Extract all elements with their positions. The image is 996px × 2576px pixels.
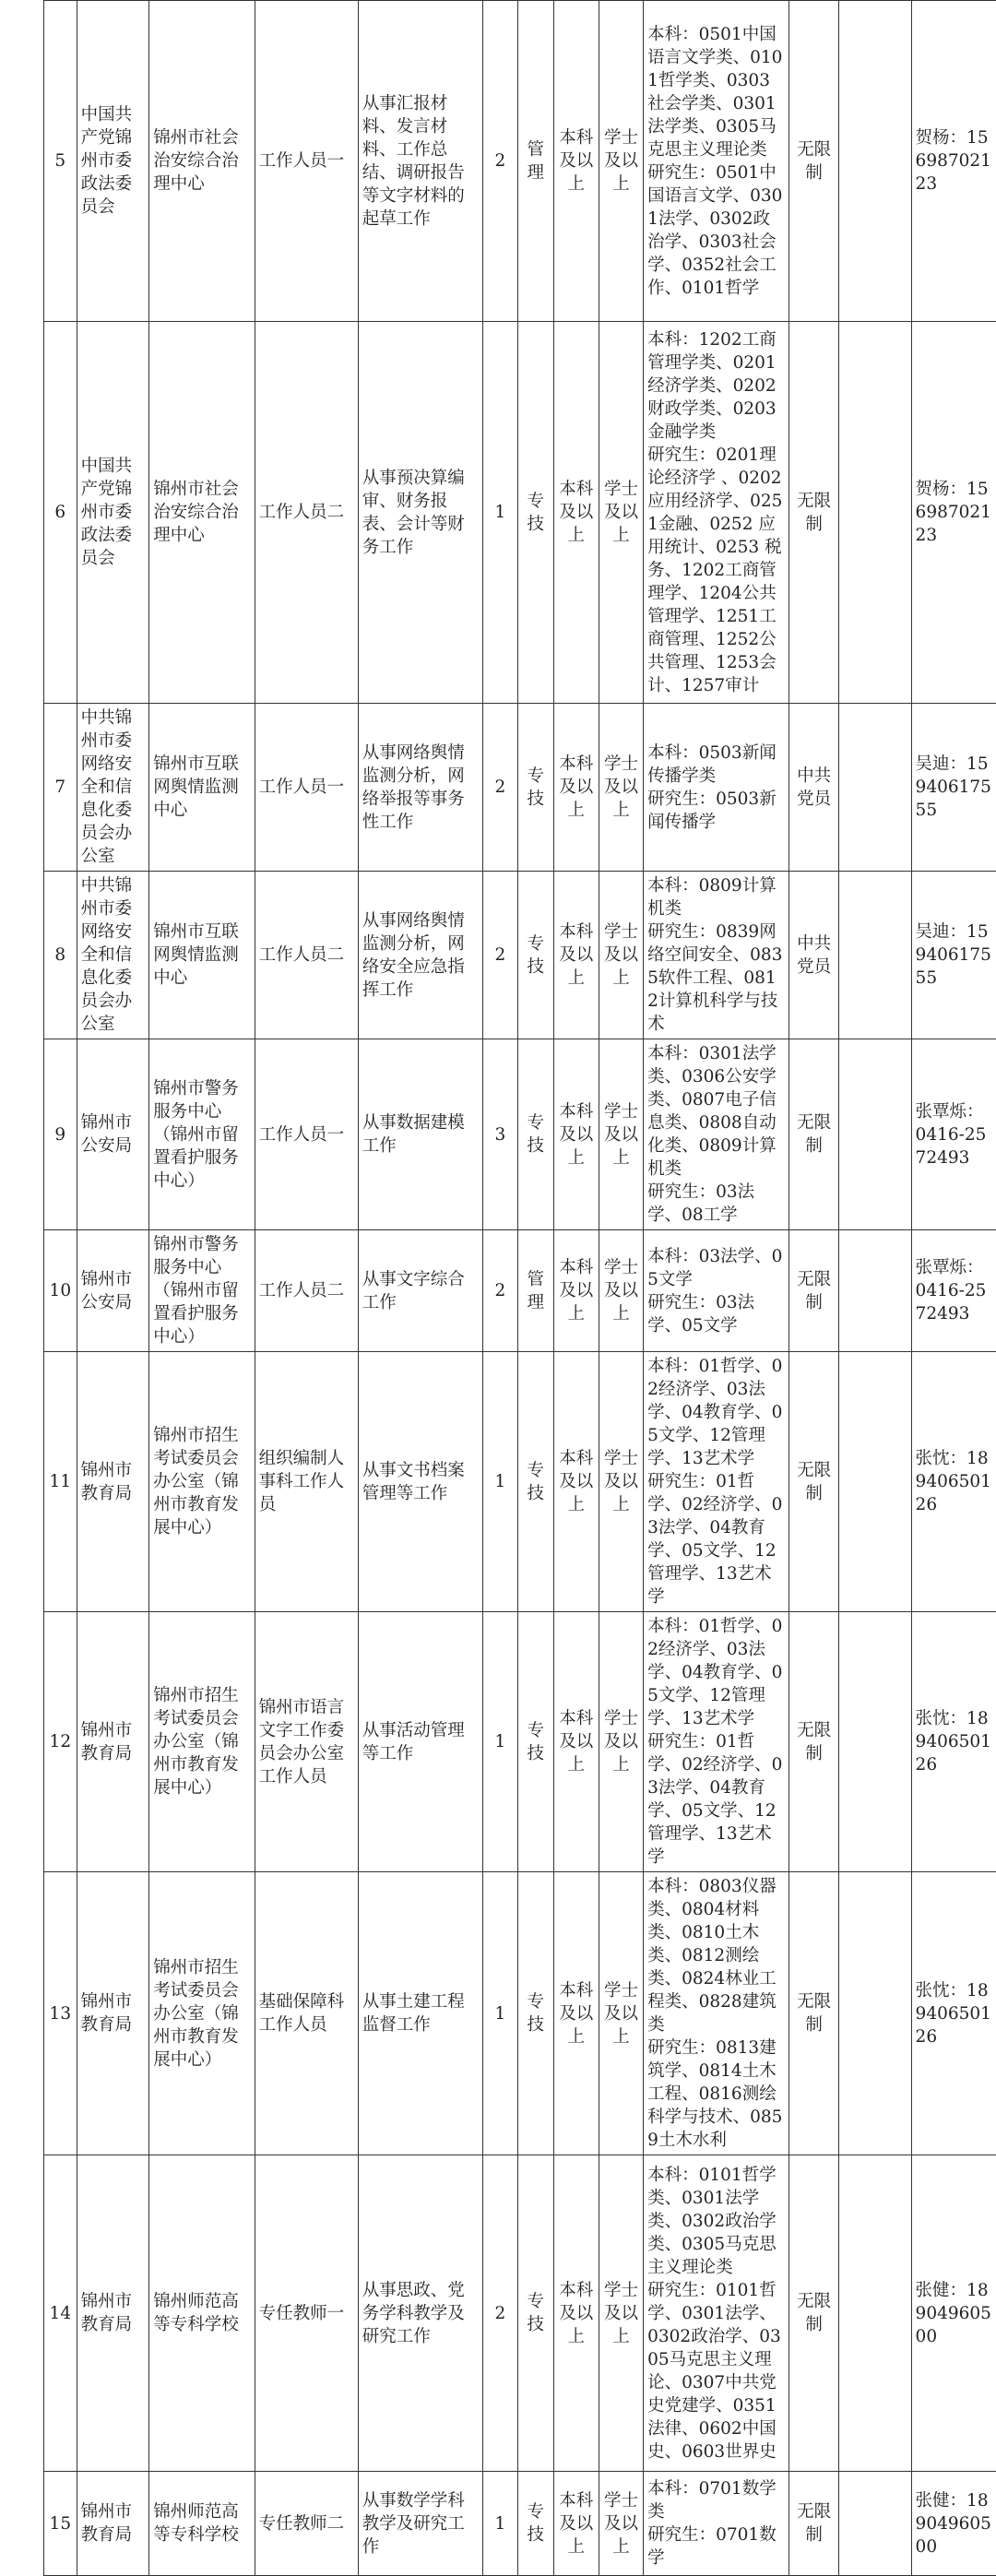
major-requirements: 本科：0701数学类 研究生：0701数学 [644, 2472, 789, 2576]
major-requirements: 本科：01哲学、02经济学、03法学、04教育学、05文学、12管理学、13艺术学 研究生：01哲学、02经济学、03法学、04教育学、05文学、12管理学、13艺术学 [644, 1352, 789, 1612]
position-name: 工作人员一 [255, 1039, 358, 1230]
hire-count: 2 [483, 1, 518, 322]
other-requirements [838, 1230, 911, 1352]
table-row [44, 2472, 996, 2576]
political-status: 无限制 [789, 2472, 838, 2576]
post-type: 管理 [517, 1230, 553, 1352]
position-name: 锦州市语言文字工作委员会办公室工作人员 [255, 1612, 358, 1872]
position-name: 工作人员一 [255, 1, 358, 322]
job-duty: 从事思政、党务学科教学及研究工作 [358, 2155, 482, 2472]
hire-count: 1 [483, 1872, 518, 2155]
major-requirements: 本科：1202工商管理学类、0201经济学类、0202财政学类、0203金融学类 研究生：0201理论经济学 、0202应用经济学、0251金融、0252 应用统计、0253 税务、1202工商管理学、1204公共管理学、1251工商管理、1252公共管理、1253会计、1257审计 [644, 322, 789, 704]
political-status: 无限制 [789, 322, 838, 704]
other-requirements [838, 2472, 911, 2576]
row-number: 13 [44, 1872, 77, 2155]
major-requirements: 本科：0809计算机类 研究生：0839网络空间安全、0835软件工程、0812计算机科学与技术 [644, 872, 789, 1039]
contact-info: 贺杨：15698702123 [911, 1, 996, 322]
employer-unit: 锦州市社会治安综合治理中心 [149, 322, 255, 704]
job-table [43, 0, 996, 2576]
position-name: 工作人员一 [255, 704, 358, 872]
other-requirements [838, 1, 911, 322]
hire-count: 3 [483, 1039, 518, 1230]
position-name: 专任教师二 [255, 2472, 358, 2576]
hire-count: 2 [483, 872, 518, 1039]
department: 锦州市教育局 [77, 2472, 149, 2576]
post-type: 专技 [517, 322, 553, 704]
other-requirements [838, 704, 911, 872]
contact-info: 张忱：18940650126 [911, 1612, 996, 1872]
table-row [44, 704, 996, 872]
post-type: 专技 [517, 2472, 553, 2576]
major-requirements: 本科：01哲学、02经济学、03法学、04教育学、05文学、12管理学、13艺术学 研究生：01哲学、02经济学、03法学、04教育学、05文学、12管理学、13艺术学 [644, 1612, 789, 1872]
hire-count: 1 [483, 322, 518, 704]
employer-unit: 锦州市招生考试委员会办公室（锦州市教育发展中心） [149, 1352, 255, 1612]
education: 本科及以上 [553, 2472, 599, 2576]
political-status: 无限制 [789, 1352, 838, 1612]
employer-unit: 锦州师范高等专科学校 [149, 2472, 255, 2576]
education: 本科及以上 [553, 872, 599, 1039]
department: 锦州市教育局 [77, 1872, 149, 2155]
row-number: 8 [44, 872, 77, 1039]
row-number: 6 [44, 322, 77, 704]
major-requirements: 本科：0803仪器类、0804材料类、0810土木类、0812测绘类、0824林业工程类、0828建筑类 研究生：0813建筑学、0814土木工程、0816测绘科学与技术、0859土木水利 [644, 1872, 789, 2155]
job-duty: 从事文字综合工作 [358, 1230, 482, 1352]
hire-count: 1 [483, 1612, 518, 1872]
other-requirements [838, 1352, 911, 1612]
contact-info: 张覃烁：0416-2572493 [911, 1230, 996, 1352]
table-row [44, 2155, 996, 2472]
hire-count: 1 [483, 1352, 518, 1612]
education: 本科及以上 [553, 322, 599, 704]
department: 中国共产党锦州市委政法委员会 [77, 322, 149, 704]
table-row [44, 322, 996, 704]
employer-unit: 锦州市互联网舆情监测中心 [149, 872, 255, 1039]
table-row [44, 1, 996, 322]
row-number: 12 [44, 1612, 77, 1872]
department: 锦州市公安局 [77, 1230, 149, 1352]
post-type: 专技 [517, 704, 553, 872]
row-number: 11 [44, 1352, 77, 1612]
education: 本科及以上 [553, 1872, 599, 2155]
table-row [44, 1612, 996, 1872]
contact-info: 张覃烁：0416-2572493 [911, 1039, 996, 1230]
post-type: 管理 [517, 1, 553, 322]
department: 中共锦州市委网络安全和信息化委员会办公室 [77, 704, 149, 872]
job-duty: 从事数学学科教学及研究工作 [358, 2472, 482, 2576]
table-row [44, 872, 996, 1039]
department: 锦州市教育局 [77, 2155, 149, 2472]
job-duty: 从事土建工程监督工作 [358, 1872, 482, 2155]
hire-count: 2 [483, 2155, 518, 2472]
row-number: 14 [44, 2155, 77, 2472]
row-number: 10 [44, 1230, 77, 1352]
contact-info: 张忱：18940650126 [911, 1352, 996, 1612]
contact-info: 张忱：18940650126 [911, 1872, 996, 2155]
post-type: 专技 [517, 1612, 553, 1872]
contact-info: 张健：18904960500 [911, 2155, 996, 2472]
table-row [44, 1352, 996, 1612]
degree: 学士及以上 [599, 2472, 643, 2576]
job-duty: 从事数据建模工作 [358, 1039, 482, 1230]
post-type: 专技 [517, 1039, 553, 1230]
political-status: 无限制 [789, 2155, 838, 2472]
contact-info: 贺杨：15698702123 [911, 322, 996, 704]
political-status: 无限制 [789, 1039, 838, 1230]
education: 本科及以上 [553, 2155, 599, 2472]
department: 锦州市教育局 [77, 1612, 149, 1872]
other-requirements [838, 1039, 911, 1230]
degree: 学士及以上 [599, 1872, 643, 2155]
political-status: 无限制 [789, 1612, 838, 1872]
degree: 学士及以上 [599, 1612, 643, 1872]
hire-count: 2 [483, 704, 518, 872]
major-requirements: 本科：03法学、05文学 研究生：03法学、05文学 [644, 1230, 789, 1352]
other-requirements [838, 2155, 911, 2472]
table-row [44, 1230, 996, 1352]
major-requirements: 本科：0301法学类、0306公安学类、0807电子信息类、0808自动化类、0809计算机类 研究生：03法学、08工学 [644, 1039, 789, 1230]
table-row [44, 1872, 996, 2155]
contact-info: 吴迪：15940617555 [911, 704, 996, 872]
employer-unit: 锦州市招生考试委员会办公室（锦州市教育发展中心） [149, 1872, 255, 2155]
employer-unit: 锦州师范高等专科学校 [149, 2155, 255, 2472]
education: 本科及以上 [553, 1039, 599, 1230]
employer-unit: 锦州市社会治安综合治理中心 [149, 1, 255, 322]
education: 本科及以上 [553, 1352, 599, 1612]
hire-count: 1 [483, 2472, 518, 2576]
major-requirements: 本科：0503新闻传播学类 研究生：0503新闻传播学 [644, 704, 789, 872]
degree: 学士及以上 [599, 1039, 643, 1230]
row-number: 9 [44, 1039, 77, 1230]
education: 本科及以上 [553, 704, 599, 872]
department: 锦州市教育局 [77, 1352, 149, 1612]
job-duty: 从事预决算编审、财务报表、会计等财务工作 [358, 322, 482, 704]
degree: 学士及以上 [599, 1230, 643, 1352]
major-requirements: 本科：0501中国语言文学类、0101哲学类、0303社会学类、0301法学类、0305马克思主义理论类 研究生：0501中国语言文学、0301法学、0302政治学、0303社会学、0352社会工作、0101哲学 [644, 1, 789, 322]
row-number: 15 [44, 2472, 77, 2576]
political-status: 无限制 [789, 1230, 838, 1352]
other-requirements [838, 1612, 911, 1872]
other-requirements [838, 872, 911, 1039]
job-duty: 从事活动管理等工作 [358, 1612, 482, 1872]
education: 本科及以上 [553, 1612, 599, 1872]
degree: 学士及以上 [599, 1352, 643, 1612]
row-number: 7 [44, 704, 77, 872]
position-name: 工作人员二 [255, 1230, 358, 1352]
degree: 学士及以上 [599, 872, 643, 1039]
position-name: 工作人员二 [255, 872, 358, 1039]
position-name: 组织编制人事科工作人员 [255, 1352, 358, 1612]
political-status: 中共党员 [789, 872, 838, 1039]
job-duty: 从事文书档案管理等工作 [358, 1352, 482, 1612]
position-name: 基础保障科工作人员 [255, 1872, 358, 2155]
department: 中共锦州市委网络安全和信息化委员会办公室 [77, 872, 149, 1039]
employer-unit: 锦州市招生考试委员会办公室（锦州市教育发展中心） [149, 1612, 255, 1872]
employer-unit: 锦州市互联网舆情监测中心 [149, 704, 255, 872]
department: 锦州市公安局 [77, 1039, 149, 1230]
post-type: 专技 [517, 2155, 553, 2472]
degree: 学士及以上 [599, 322, 643, 704]
political-status: 无限制 [789, 1872, 838, 2155]
major-requirements: 本科：0101哲学类、0301法学类、0302政治学类、0305马克思主义理论类 研究生：0101哲学、0301法学、0302政治学、0305马克思主义理论、0307中共党史党建学、0351法律、0602中国史、0603世界史 [644, 2155, 789, 2472]
degree: 学士及以上 [599, 704, 643, 872]
job-duty: 从事网络舆情监测分析，网络举报等事务性工作 [358, 704, 482, 872]
position-name: 工作人员二 [255, 322, 358, 704]
department: 中国共产党锦州市委政法委员会 [77, 1, 149, 322]
post-type: 专技 [517, 1352, 553, 1612]
employer-unit: 锦州市警务服务中心（锦州市留置看护服务中心） [149, 1230, 255, 1352]
contact-info: 吴迪：15940617555 [911, 872, 996, 1039]
education: 本科及以上 [553, 1230, 599, 1352]
education: 本科及以上 [553, 1, 599, 322]
job-duty: 从事汇报材料、发言材料、工作总结、调研报告等文字材料的起草工作 [358, 1, 482, 322]
contact-info: 张健：18904960500 [911, 2472, 996, 2576]
political-status: 中共党员 [789, 704, 838, 872]
position-name: 专任教师一 [255, 2155, 358, 2472]
row-number: 5 [44, 1, 77, 322]
degree: 学士及以上 [599, 2155, 643, 2472]
political-status: 无限制 [789, 1, 838, 322]
job-duty: 从事网络舆情监测分析，网络安全应急指挥工作 [358, 872, 482, 1039]
degree: 学士及以上 [599, 1, 643, 322]
other-requirements [838, 1872, 911, 2155]
table-row [44, 1039, 996, 1230]
hire-count: 2 [483, 1230, 518, 1352]
other-requirements [838, 322, 911, 704]
post-type: 专技 [517, 1872, 553, 2155]
post-type: 专技 [517, 872, 553, 1039]
employer-unit: 锦州市警务服务中心（锦州市留置看护服务中心） [149, 1039, 255, 1230]
